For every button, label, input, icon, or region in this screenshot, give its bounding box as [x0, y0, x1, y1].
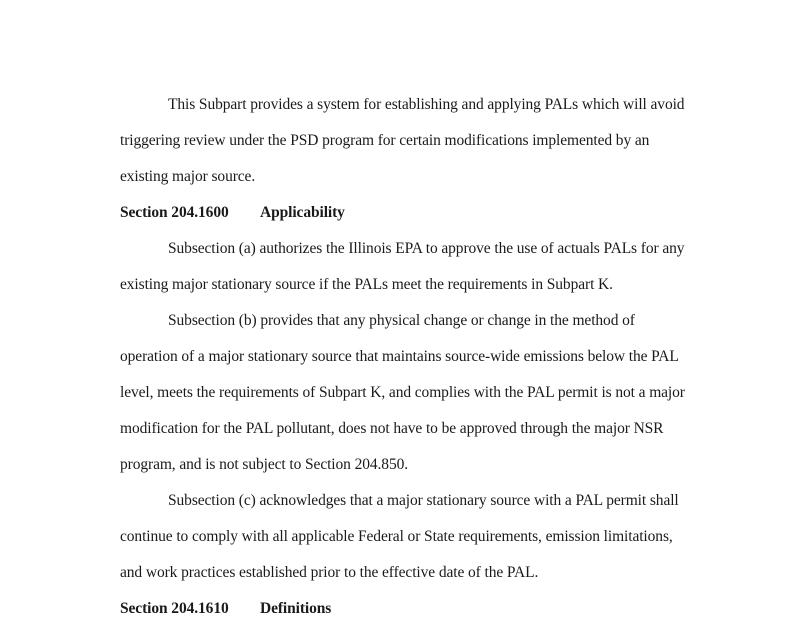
- section-heading-applicability: [120, 203, 345, 223]
- section-number: Section 204.1610: [120, 600, 229, 617]
- subsection-a-line-2: existing major stationary source if the PALs meet the requirements in Subpart K.: [120, 276, 613, 293]
- section-heading-definitions: [120, 599, 331, 619]
- subsection-b-line-4: modification for the PAL pollutant, does not have to be approved through the major NSR: [120, 420, 664, 437]
- section-number: Section 204.1600: [120, 204, 229, 221]
- subsection-b-line-3: level, meets the requirements of Subpart K, and complies with the PAL permit is not a major: [120, 384, 685, 401]
- subsection-c-line-3: and work practices established prior to the effective date of the PAL.: [120, 564, 539, 581]
- paragraph-1-line-3: existing major source.: [120, 168, 256, 185]
- paragraph-1-line-2: triggering review under the PSD program for certain modifications implemented by an: [120, 132, 650, 149]
- subsection-c-line-1: Subsection (c) acknowledges that a major stationary source with a PAL permit shall: [168, 492, 679, 509]
- section-title: Definitions: [260, 600, 332, 617]
- subsection-c-line-2: continue to comply with all applicable Federal or State requirements, emission limitations,: [120, 528, 673, 545]
- section-title: Applicability: [260, 204, 345, 221]
- subsection-b-line-5: program, and is not subject to Section 204.850.: [120, 456, 409, 473]
- subsection-b-line-2: operation of a major stationary source that maintains source-wide emissions below the PAL: [120, 348, 679, 365]
- subsection-b-line-1: Subsection (b) provides that any physical change or change in the method of: [168, 312, 635, 329]
- subsection-a-line-1: Subsection (a) authorizes the Illinois EPA to approve the use of actuals PALs for any: [168, 240, 685, 257]
- paragraph-1-line-1: This Subpart provides a system for establishing and applying PALs which will avoid: [168, 96, 685, 113]
